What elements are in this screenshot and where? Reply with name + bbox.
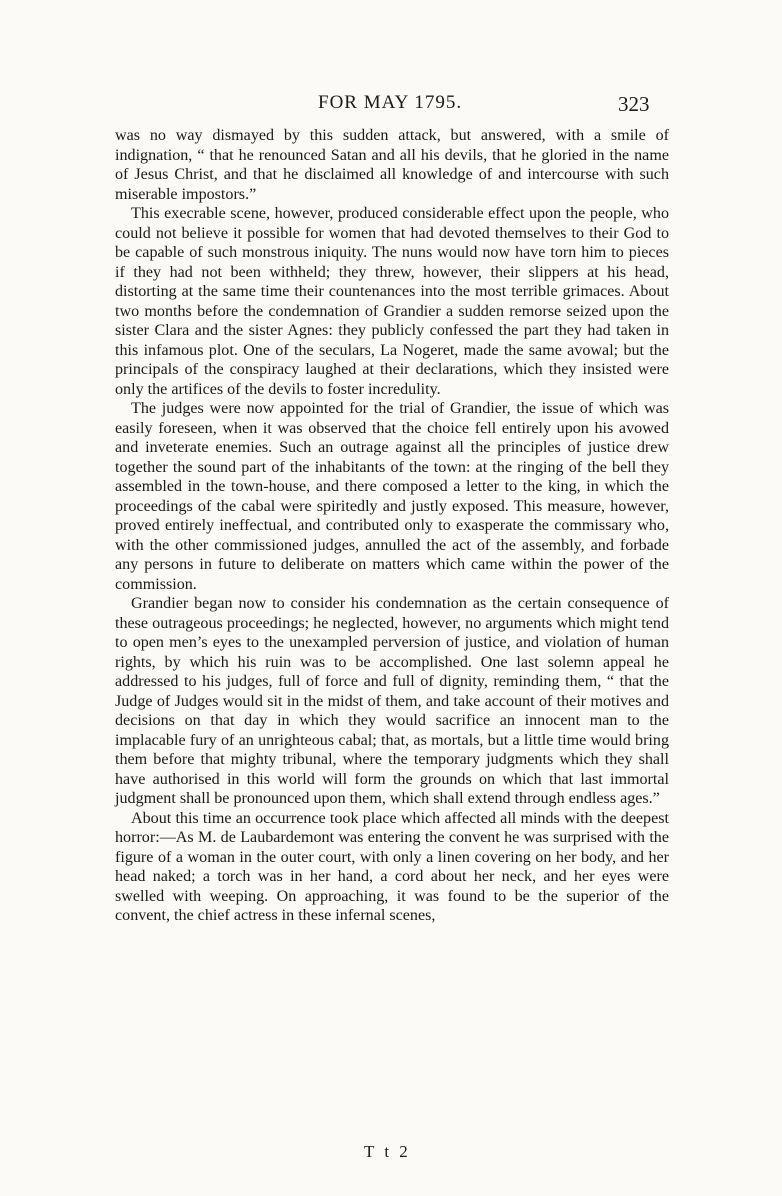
paragraph-continued: was no way dismayed by this sudden attack, but answered, with a smile of indignation, “ that he renounced Satan and all his devils, that he gloried in the name of Jesus Christ, and that he disclaimed all knowledge of and intercourse with such miserable impostors.”: [115, 127, 669, 203]
paragraph: The judges were now appointed for the trial of Grandier, the issue of which was easily foreseen, when it was observed that the choice fell entirely upon his avowed and inveterate enemies. Such an outrage against all the principles of justice drew together the sound part of the inhabitants of the town: at the ringing of the bell they assembled in the town-house, and there composed a letter to the king, in which the proceedings of the cabal were spiritedly and justly exposed. This measure, however, proved entirely ineffectual, and contributed only to exasperate the commissary who, with the other commissioned judges, annulled the act of the assembly, and forbade any persons in future to deliberate on matters which came within the power of the commission.: [115, 400, 669, 593]
paragraph: Grandier began now to consider his condemnation as the certain consequence of these outrageous proceedings; he neglected, however, no arguments which might tend to open men’s eyes to the unexampled perversion of justice, and violation of human rights, by which his ruin was to be accomplished. One last solemn appeal he addressed to his judges, full of force and full of dignity, reminding them, “ that the Judge of Judges would sit in the midst of them, and take account of their motives and decisions on that day in which they would sacrifice an innocent man to the implacable fury of an unrighteous cabal; that, as mortals, but a little time would bring them before that mighty tribunal, where the temporary judgments which they shall have authorised in this world will form the grounds on which that last immortal judgment shall be pronounced upon them, which shall extend through endless ages.”: [115, 595, 669, 807]
running-head: [0, 92, 782, 120]
signature-mark: T t 2: [364, 1142, 411, 1161]
body-text: [115, 126, 669, 926]
running-head-title: FOR MAY 1795.: [318, 92, 463, 113]
paragraph: About this time an occurrence took place which affected all minds with the deepest horror:—As M. de Laubardemont was entering the convent he was surprised with the figure of a woman in the outer court, with only a linen covering on her body, and her head naked; a torch was in her hand, a cord about her neck, and her eyes were swelled with weeping. On approaching, it was found to be the superior of the convent, the chief actress in these infernal scenes,: [115, 809, 669, 924]
paragraph: This execrable scene, however, produced considerable effect upon the people, who could not believe it possible for women that had devoted themselves to their God to be capable of such monstrous iniquity. The nuns would now have torn him to pieces if they had not been withheld; they threw, however, their slippers at his head, distorting at the same time their countenances into the most terrible grimaces. About two months before the condemnation of Grandier a sudden remorse seized upon the sister Clara and the sister Agnes: they publicly confessed the part they had taken in this infamous plot. One of the seculars, La Nogeret, made the same avowal; but the principals of the conspiracy laughed at their declarations, which they insisted were only the artifices of the devils to foster incredulity.: [115, 205, 669, 398]
page-number: 323: [618, 92, 650, 116]
